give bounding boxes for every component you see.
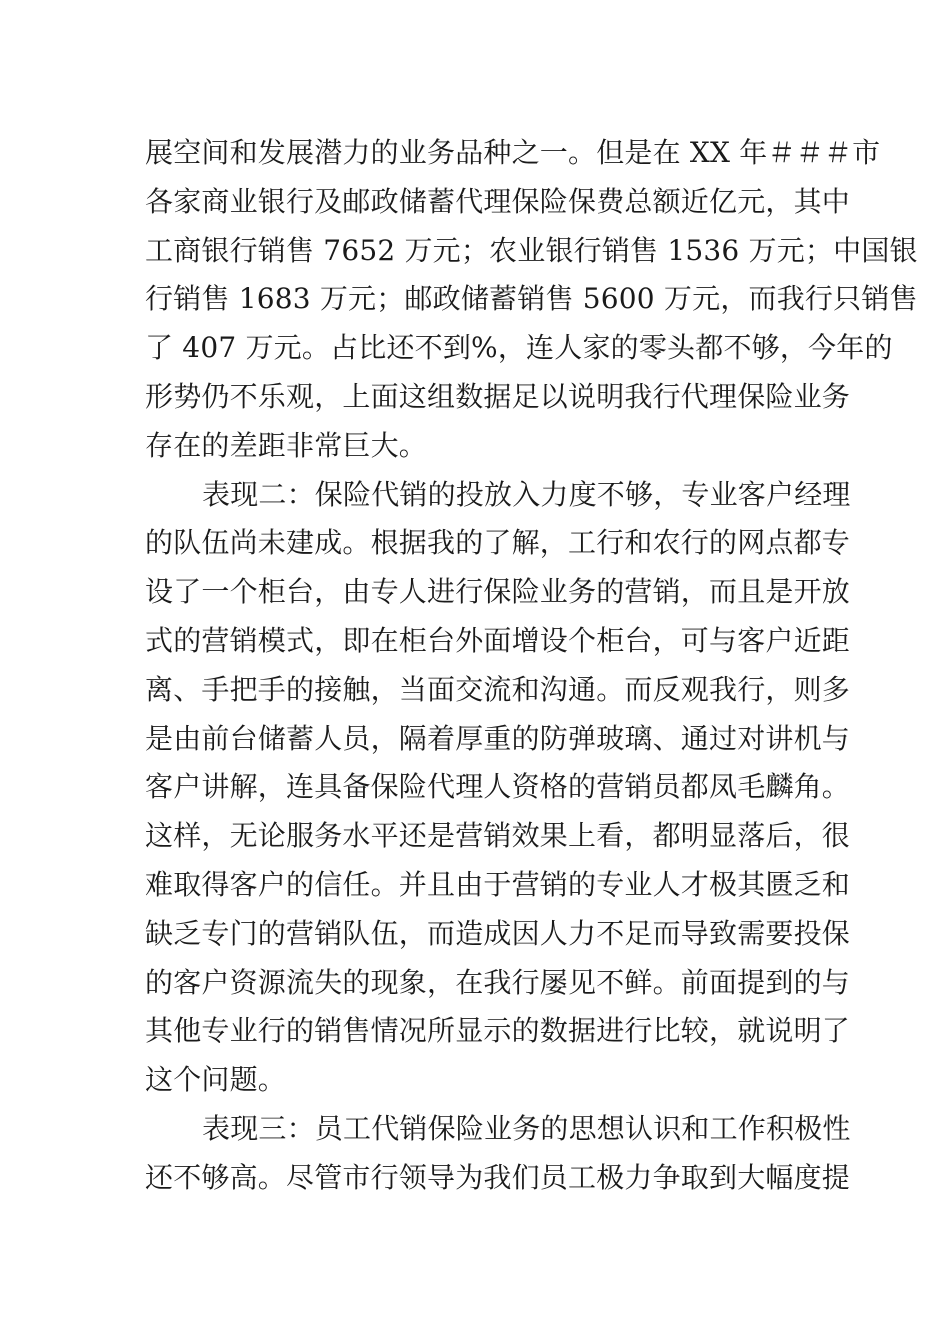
text-line: 设了一个柜台，由专人进行保险业务的营销，而且是开放 — [145, 575, 851, 609]
text-line: 式的营销模式，即在柜台外面增设个柜台，可与客户近距 — [145, 623, 851, 657]
text-line: 离、手把手的接触，当面交流和沟通。而反观我行，则多 — [145, 672, 851, 706]
text-line: 存在的差距非常巨大。 — [145, 428, 428, 462]
text-line: 客户讲解，连具备保险代理人资格的营销员都凤毛麟角。 — [145, 770, 851, 804]
text-line: 表现二：保险代销的投放入力度不够，专业客户经理 — [202, 477, 851, 511]
text-line: 这个问题。 — [145, 1063, 287, 1097]
document-body — [145, 129, 918, 1203]
text-line: 这样，无论服务水平还是营销效果上看，都明显落后，很 — [145, 819, 851, 853]
text-line: 是由前台储蓄人员，隔着厚重的防弹玻璃、通过对讲机与 — [145, 721, 851, 755]
text-line: 还不够高。尽管市行领导为我们员工极力争取到大幅度提 — [145, 1160, 851, 1194]
text-line: 了 407 万元。占比还不到%，连人家的零头都不够，今年的 — [145, 331, 893, 365]
paragraph-3 — [145, 1105, 851, 1203]
text-line: 表现三：员工代销保险业务的思想认识和工作积极性 — [202, 1111, 851, 1145]
text-line: 展空间和发展潜力的业务品种之一。但是在 XX 年＃＃＃市 — [145, 136, 881, 169]
text-line: 难取得客户的信任。并且由于营销的专业人才极其匮乏和 — [145, 867, 851, 901]
text-line: 的队伍尚未建成。根据我的了解，工行和农行的网点都专 — [145, 526, 851, 560]
text-line: 工商银行销售 7652 万元；农业银行销售 1536 万元；中国银 — [145, 233, 918, 267]
paragraph-2 — [145, 471, 851, 1105]
text-line: 形势仍不乐观，上面这组数据足以说明我行代理保险业务 — [145, 379, 851, 413]
text-line: 的客户资源流失的现象，在我行屡见不鲜。前面提到的与 — [145, 965, 851, 999]
text-line: 缺乏专门的营销队伍，而造成因人力不足而导致需要投保 — [145, 916, 851, 950]
text-line: 其他专业行的销售情况所显示的数据进行比较，就说明了 — [145, 1014, 851, 1048]
paragraph-1 — [145, 129, 918, 471]
text-line: 行销售 1683 万元；邮政储蓄销售 5600 万元，而我行只销售 — [145, 282, 918, 316]
text-line: 各家商业银行及邮政储蓄代理保险保费总额近亿元，其中 — [145, 184, 851, 218]
